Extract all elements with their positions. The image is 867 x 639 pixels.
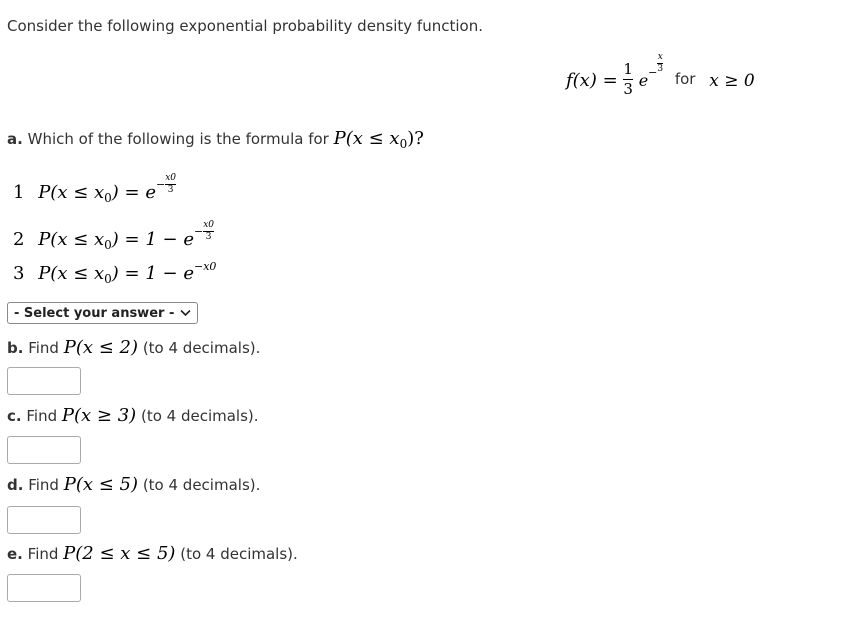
pdf-coefficient — [623, 61, 633, 97]
option-2 — [13, 220, 215, 252]
option-3 — [13, 260, 217, 286]
part-d-question — [7, 476, 260, 494]
chevron-down-icon — [180, 306, 191, 321]
option-exponent — [165, 174, 176, 195]
option-exp-den: 3 — [205, 232, 212, 242]
part-d-expr: P(x ≤ 5) — [63, 474, 139, 495]
part-b-label: b. — [7, 339, 24, 357]
option-rhs: ) = 1 − e — [111, 229, 194, 250]
pdf-exp-den: 3 — [657, 64, 664, 74]
option-sub: 0 — [104, 238, 112, 252]
part-c-label: c. — [7, 407, 22, 425]
intro-text: Consider the following exponential probability density function. — [7, 17, 483, 35]
option-rhs: ) = e — [111, 182, 156, 203]
part-d-label: d. — [7, 476, 24, 494]
option-sub: 0 — [104, 191, 112, 205]
part-d-pre: Find — [28, 476, 59, 494]
pdf-for: for — [674, 70, 696, 88]
part-c-question — [7, 407, 259, 425]
option-exp-num: x0 — [203, 220, 215, 230]
part-b-pre: Find — [28, 339, 59, 357]
part-a-question — [7, 128, 424, 151]
pdf-formula — [566, 52, 755, 99]
pdf-coef-num: 1 — [623, 60, 633, 78]
option-lhs: P(x ≤ x — [38, 182, 105, 203]
pdf-exp-sign: − — [648, 66, 658, 79]
option-lhs: P(x ≤ x — [38, 229, 105, 250]
option-exp: −x0 — [193, 260, 217, 273]
option-exp-den: 3 — [167, 185, 174, 195]
option-exponent — [203, 221, 214, 242]
part-a-expr-close: )? — [407, 128, 424, 149]
pdf-base: e — [638, 71, 649, 90]
part-d-post: (to 4 decimals). — [142, 476, 261, 494]
part-a-expr: P(x ≤ x — [333, 128, 400, 149]
answer-select-label: - Select your answer - — [14, 305, 175, 321]
pdf-coef-den: 3 — [623, 79, 633, 98]
option-number: 3 — [13, 263, 25, 284]
part-e-question — [7, 545, 298, 563]
option-exp-sign: − — [193, 225, 204, 238]
part-e-pre: Find — [27, 545, 59, 563]
part-c-post: (to 4 decimals). — [140, 407, 259, 425]
option-rhs: ) = 1 − e — [111, 263, 194, 284]
pdf-lhs: f(x) = — [566, 70, 618, 91]
pdf-exponent — [657, 53, 663, 74]
part-e-input[interactable] — [7, 574, 81, 602]
option-exp-num: x0 — [165, 173, 177, 183]
part-c-pre: Find — [26, 407, 58, 425]
part-c-expr: P(x ≥ 3) — [61, 405, 137, 426]
option-number: 1 — [13, 182, 25, 203]
part-b-question — [7, 339, 260, 357]
part-c-input[interactable] — [7, 436, 81, 464]
part-e-post: (to 4 decimals). — [180, 545, 298, 563]
part-e-expr: P(2 ≤ x ≤ 5) — [63, 543, 176, 564]
part-a-label: a. — [7, 130, 23, 148]
answer-select[interactable] — [7, 302, 198, 324]
part-b-expr: P(x ≤ 2) — [63, 337, 139, 358]
option-exp-sign: − — [156, 178, 166, 191]
part-a-expr-sub: 0 — [399, 137, 408, 151]
part-e-label: e. — [7, 545, 23, 563]
part-d-input[interactable] — [7, 506, 81, 534]
part-b-post: (to 4 decimals). — [142, 339, 261, 357]
part-b-input[interactable] — [7, 367, 81, 395]
option-lhs: P(x ≤ x — [38, 263, 105, 284]
option-1 — [13, 173, 177, 205]
pdf-domain: x ≥ 0 — [709, 71, 755, 91]
pdf-exp-num: x — [657, 52, 663, 62]
part-a-text: Which of the following is the formula for — [27, 130, 329, 148]
option-number: 2 — [13, 229, 25, 250]
option-sub: 0 — [104, 272, 112, 286]
